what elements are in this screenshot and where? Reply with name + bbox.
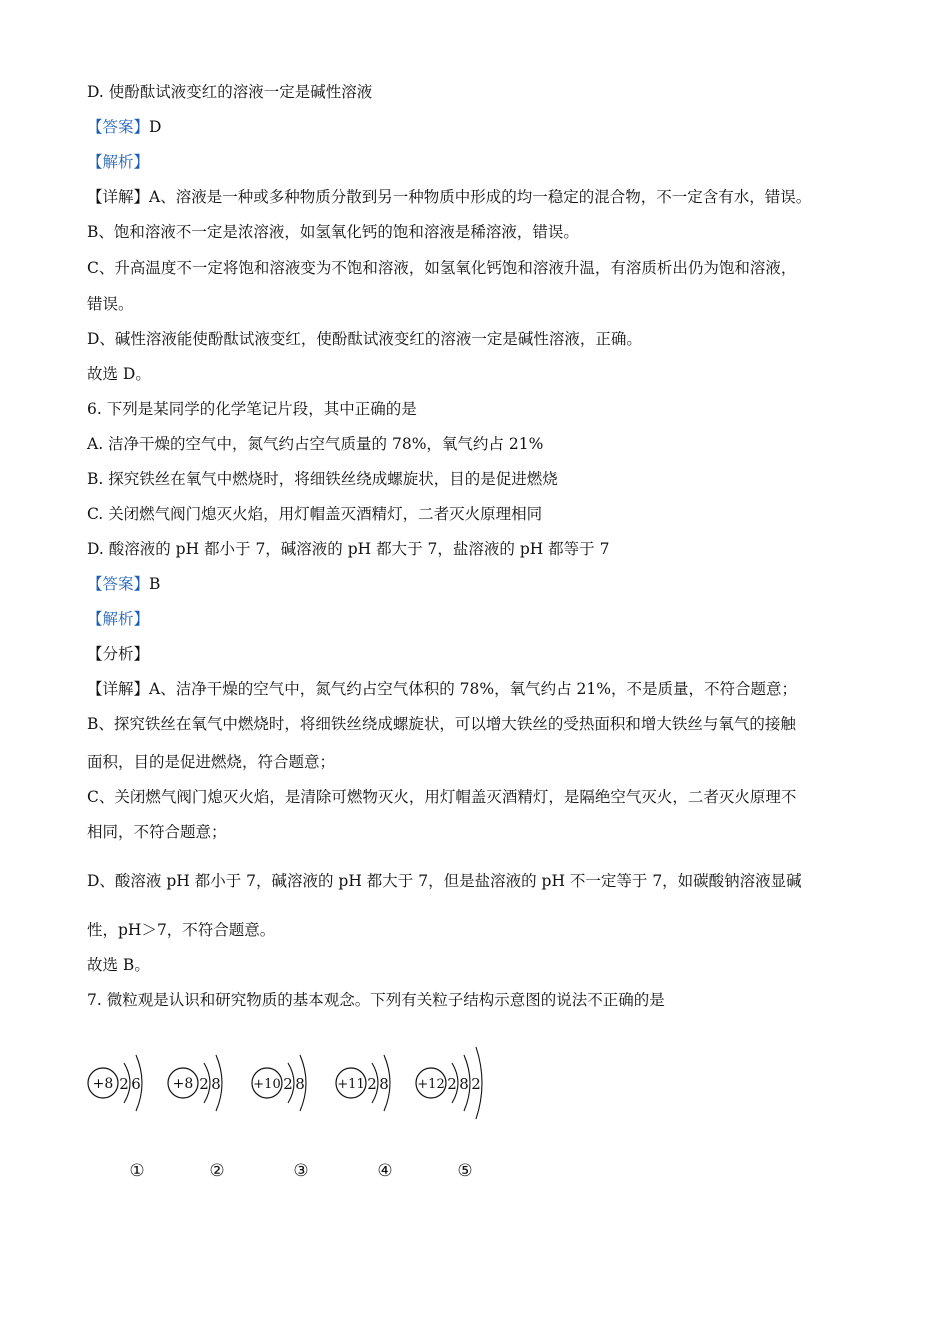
shell-electron-count: 8 — [295, 1075, 305, 1093]
answer-tag: 【答案】 — [87, 118, 150, 136]
shell-electron-count: 8 — [211, 1075, 221, 1093]
nucleus-charge: +12 — [417, 1077, 445, 1092]
q6-option-c: C. 关闭燃气阀门熄灭火焰，用灯帽盖灭酒精灯，二者灭火原理相同 — [87, 505, 543, 523]
q5-conclusion: 故选 D。 — [87, 365, 151, 383]
q6-detail-a — [87, 679, 880, 699]
q6-option-d: D. 酸溶液的 pH 都小于 7，碱溶液的 pH 都大于 7，盐溶液的 pH 都等于 7 — [87, 540, 610, 558]
q5-detail-c1: C、升高温度不一定将饱和溶液变为不饱和溶液，如氢氧化钙饱和溶液升温，有溶质析出仍为饱和溶液， — [87, 259, 797, 277]
q6-detail-c2: 相同，不符合题意； — [87, 823, 227, 841]
q5-detail-a — [87, 187, 880, 207]
q6-fenxi-tag: 【分析】 — [87, 645, 150, 663]
nucleus-charge: +8 — [92, 1076, 114, 1092]
detail-text: A、溶液是一种或多种物质分散到另一种物质中形成的均一稳定的混合物，不一定含有水，错误。 — [149, 188, 812, 206]
q7-stem: 7. 微粒观是认识和研究物质的基本观念。下列有关粒子结构示意图的说法不正确的是 — [87, 991, 665, 1009]
shell-electron-count: 2 — [367, 1075, 377, 1093]
q6-conclusion: 故选 B。 — [87, 956, 150, 974]
shell-electron-count: 6 — [131, 1075, 141, 1093]
q6-answer — [87, 574, 880, 594]
q5-detail-d: D、碱性溶液能使酚酞试液变红，使酚酞试液变红的溶液一定是碱性溶液，正确。 — [87, 330, 642, 348]
q5-detail-c2: 错误。 — [87, 295, 134, 313]
q6-stem: 6. 下列是某同学的化学笔记片段，其中正确的是 — [87, 400, 417, 418]
detail-tag: 【详解】 — [87, 680, 150, 698]
nucleus-charge: +10 — [253, 1077, 281, 1092]
answer-value: B — [149, 575, 161, 593]
q6-detail-d2: 性，pH＞7，不符合题意。 — [87, 921, 276, 939]
particle-label: ④ — [377, 1161, 393, 1181]
particle-5 — [416, 1047, 482, 1181]
q6-option-b: B. 探究铁丝在氧气中燃烧时，将细铁丝绕成螺旋状，目的是促进燃烧 — [87, 470, 558, 488]
shell-electron-count: 2 — [283, 1075, 293, 1093]
particle-label: ① — [129, 1161, 145, 1181]
q6-detail-c1: C、关闭燃气阀门熄灭火焰，是清除可燃物灭火，用灯帽盖灭酒精灯，是隔绝空气灭火，二者灭火原理不 — [87, 788, 797, 806]
q5-option-d: D. 使酚酞试液变红的溶液一定是碱性溶液 — [87, 83, 373, 101]
particle-label: ③ — [293, 1161, 309, 1181]
q6-detail-d1: D、酸溶液 pH 都小于 7，碱溶液的 pH 都大于 7，但是盐溶液的 pH 不一定等于 7，如碳酸钠溶液显碱 — [87, 872, 802, 890]
q5-detail-b: B、饱和溶液不一定是浓溶液，如氢氧化钙的饱和溶液是稀溶液，错误。 — [87, 223, 579, 241]
detail-tag: 【详解】 — [87, 188, 150, 206]
q6-detail-b2: 面积，目的是促进燃烧，符合题意； — [87, 753, 336, 771]
q5-answer — [87, 117, 880, 137]
particle-label: ② — [209, 1161, 225, 1181]
q6-analysis-tag: 【解析】 — [87, 610, 150, 628]
particle-structure-diagram — [85, 1030, 515, 1200]
answer-value: D — [149, 118, 162, 136]
q5-analysis-tag: 【解析】 — [87, 153, 150, 171]
shell-electron-count: 2 — [199, 1075, 209, 1093]
particle-2 — [168, 1055, 225, 1181]
shell-electron-count: 2 — [447, 1075, 457, 1093]
answer-tag: 【答案】 — [87, 575, 150, 593]
detail-text: A、洁净干燥的空气中，氮气约占空气体积的 78%，氧气约占 21%，不是质量，不符合题意； — [149, 680, 797, 698]
shell-electron-count: 2 — [119, 1075, 129, 1093]
q6-detail-b1: B、探究铁丝在氧气中燃烧时，将细铁丝绕成螺旋状，可以增大铁丝的受热面积和增大铁丝与氧气的接触 — [87, 715, 796, 733]
q6-option-a: A. 洁净干燥的空气中，氮气约占空气质量的 78%，氧气约占 21% — [87, 435, 544, 453]
particle-1 — [88, 1055, 145, 1181]
particle-label: ⑤ — [457, 1161, 473, 1181]
shell-electron-count: 8 — [379, 1075, 389, 1093]
nucleus-charge: +8 — [172, 1076, 194, 1092]
particle-3 — [252, 1055, 309, 1181]
shell-electron-count: 8 — [459, 1075, 469, 1093]
nucleus-charge: +11 — [337, 1077, 365, 1092]
shell-electron-count: 2 — [471, 1075, 481, 1093]
particle-4 — [336, 1055, 393, 1181]
